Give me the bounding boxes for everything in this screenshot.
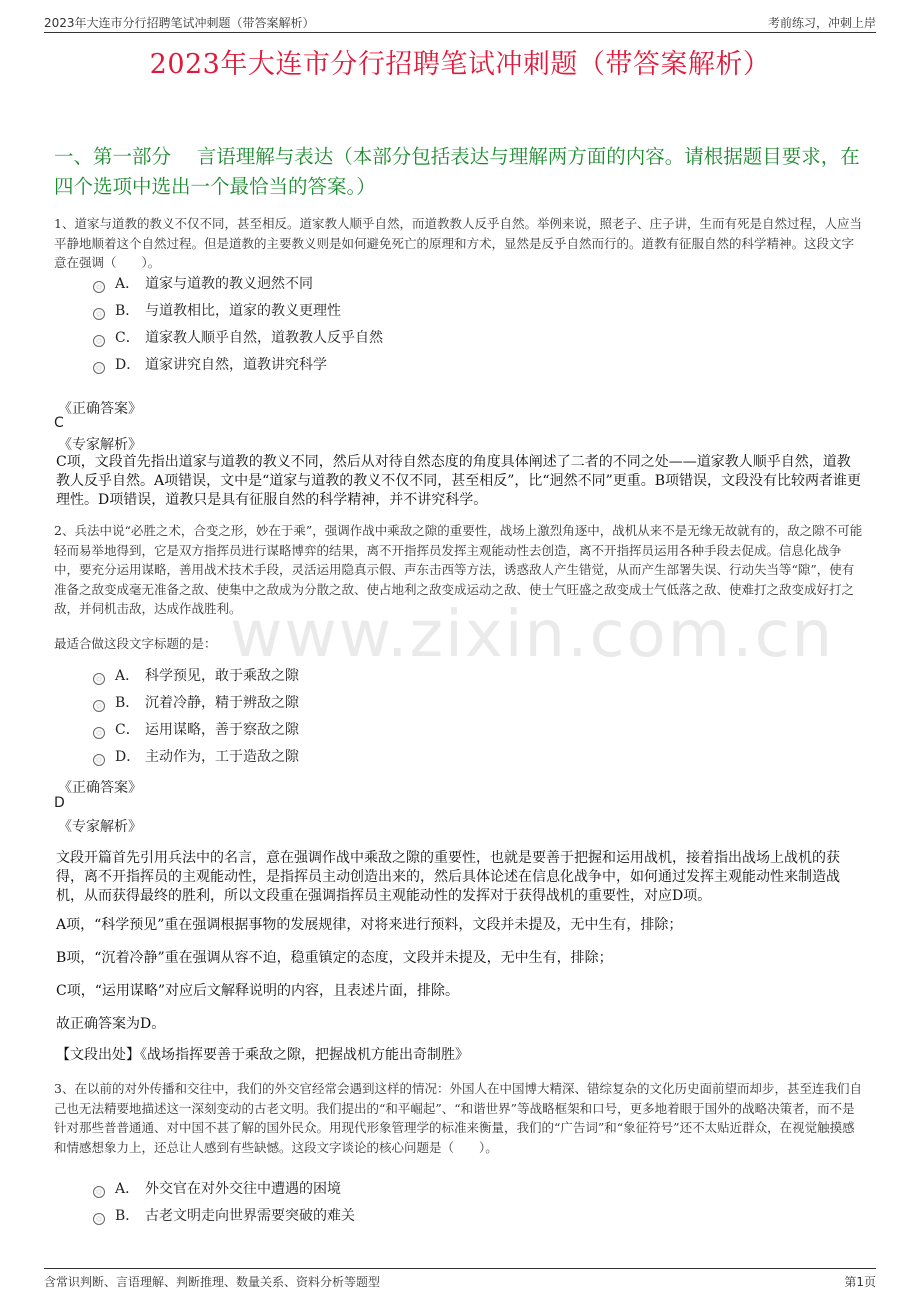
radio-icon[interactable] [93, 1186, 105, 1198]
radio-icon[interactable] [93, 727, 105, 739]
radio-icon[interactable] [93, 362, 105, 374]
section-heading: 一、第一部分 言语理解与表达（本部分包括表达与理解两方面的内容。请根据题目要求，在四个选项中选出一个最恰当的答案。） [54, 145, 860, 198]
analysis-paragraph: A项，“科学预见”重在强调根据事物的发展规律，对将来进行预料，文段并未提及，无中生有，排除； [56, 917, 683, 933]
answer-label: 《正确答案》 [58, 780, 142, 796]
question-2-prompt: 最适合做这段文字标题的是： [54, 636, 217, 651]
question-2-options [93, 663, 299, 771]
source-citation: 【文段出处】《战场指挥要善于乘敌之隙，把握战机方能出奇制胜》 [56, 1047, 469, 1063]
radio-icon[interactable] [93, 754, 105, 766]
watermark: www.zixin.com.cn [230, 598, 835, 672]
question-2-text: 2、兵法中说“必胜之术，合变之形，妙在于乘”，强调作战中乘敌之隙的重要性，战场上激烈角逐中，战机从来不是无缘无故就有的，敌之隙不可能轻而易举地得到，它是双方指挥员进行谋略博弈的结果，离不开指挥员发挥主观能动性去创造，离不开指挥员运用各种手段去促成。信息化战争中，要充分运用谋略，善用战术技术手段，灵活运用隐真示假、声东击西等方法，诱惑敌人产生错觉，从而产生部署失误、行动失当等“隙”，使有准备之敌变成毫无准备之敌、使集中之敌成为分散之敌、使占地利之敌变成运动之敌、使士气旺盛之敌变成士气低落之敌、使难打之敌变成好打之敌，并伺机击敌，达成作战胜利。 [54, 523, 863, 616]
option-b[interactable] [93, 690, 299, 717]
option-text: 道家教人顺乎自然，道教教人反乎自然 [145, 330, 383, 346]
option-letter: A． [115, 1181, 140, 1197]
option-text: 外交官在对外交往中遭遇的困境 [145, 1181, 341, 1197]
option-d[interactable] [93, 352, 383, 379]
option-a[interactable] [93, 663, 299, 690]
option-text: 道家讲究自然，道教讲究科学 [145, 357, 327, 373]
option-text: 科学预见，敢于乘敌之隙 [145, 668, 299, 684]
option-a[interactable] [93, 271, 383, 298]
option-a[interactable] [93, 1176, 355, 1203]
option-letter: C． [115, 330, 140, 346]
option-text: 与道教相比，道家的教义更理性 [145, 303, 341, 319]
analysis-label: 《专家解析》 [58, 819, 142, 835]
analysis-paragraph: 故正确答案为D。 [56, 1016, 166, 1032]
option-text: 主动作为，工于造敌之隙 [145, 749, 299, 765]
answer-value: D [54, 795, 65, 811]
analysis-paragraph: C项，“运用谋略”对应后文解释说明的内容，且表述片面，排除。 [56, 983, 460, 999]
option-text: 道家与道教的教义迥然不同 [145, 276, 313, 292]
option-text: 运用谋略，善于察敌之隙 [145, 722, 299, 738]
page-number: 第1页 [844, 1275, 876, 1289]
question-3-options [93, 1176, 355, 1230]
option-b[interactable] [93, 298, 383, 325]
analysis-text: C项，文段首先指出道家与道教的教义不同，然后从对待自然态度的角度具体阐述了二者的不同之处——道家教人顺乎自然，道教教人反乎自然。A项错误，文中是“道家与道教的教义不仅不同，甚至相反”，比“迥然不同”更重。B项错误，文段没有比较两者谁更理性。D项错误，道教只是具有征服自然的科学精神，并不讲究科学。 [56, 454, 862, 508]
radio-icon[interactable] [93, 673, 105, 685]
header-slogan: 考前练习，冲刺上岸 [767, 16, 876, 30]
radio-icon[interactable] [93, 1213, 105, 1225]
option-text: 古老文明走向世界需要突破的难关 [145, 1208, 355, 1224]
analysis-paragraph: 文段开篇首先引用兵法中的名言，意在强调作战中乘敌之隙的重要性，也就是要善于把握和运用战机，接着指出战场上战机的获得，离不开指挥员的主观能动性，是指挥员主动创造出来的，然后具体论述在信息化战争中，如何通过发挥主观能动性来制造战机，从而获得最终的胜利，所以文段重在强调指挥员主观能动性的发挥对于获得战机的重要性，对应D项。 [56, 850, 840, 904]
radio-icon[interactable] [93, 335, 105, 347]
question-3-text: 3、在以前的对外传播和交往中，我们的外交官经常会遇到这样的情况：外国人在中国博大精深、错综复杂的文化历史面前望而却步，甚至连我们自己也无法精要地描述这一深刻变动的古老文明。我们提出的“和平崛起”、“和谐世界”等战略框架和口号，更多地着眼于国外的战略决策者，而不是针对那些普普通通、对中国不甚了解的国外民众。用现代形象管理学的标准来衡量，我们的“广告词”和“象征符号”还不太贴近群众，在视觉触摸感和情感想象力上，还总让人感到有些缺憾。这段文字谈论的核心问题是（ ）。 [54, 1081, 862, 1155]
page-header [44, 10, 876, 33]
option-text: 沉着冷静，精于辨敌之隙 [145, 695, 299, 711]
radio-icon[interactable] [93, 308, 105, 320]
question-1-options [93, 271, 383, 379]
option-letter: C． [115, 722, 140, 738]
option-letter: A． [115, 668, 140, 684]
document-title: 2023年大连市分行招聘笔试冲刺题（带答案解析） [149, 49, 771, 80]
answer-label: 《正确答案》 [58, 401, 142, 417]
option-letter: B． [115, 695, 140, 711]
option-letter: B． [115, 1208, 140, 1224]
option-d[interactable] [93, 744, 299, 771]
analysis-paragraph: B项，“沉着冷静”重在强调从容不迫，稳重镇定的态度，文段并未提及，无中生有，排除； [56, 950, 613, 966]
question-1-text: 1、道家与道教的教义不仅不同，甚至相反。道家教人顺乎自然，而道教教人反乎自然。举例来说，照老子、庄子讲，生而有死是自然过程，人应当平静地顺着这个自然过程。但是道教的主要教义则是如何避免死亡的原理和方术，显然是反乎自然而行的。道教有征服自然的科学精神。这段文字意在强调（ ）。 [54, 216, 862, 270]
page-footer [44, 1268, 876, 1293]
header-title: 2023年大连市分行招聘笔试冲刺题（带答案解析） [44, 16, 315, 30]
option-letter: D． [115, 357, 141, 373]
radio-icon[interactable] [93, 700, 105, 712]
answer-value: C [54, 415, 64, 431]
radio-icon[interactable] [93, 281, 105, 293]
analysis-label: 《专家解析》 [58, 437, 142, 453]
option-c[interactable] [93, 717, 299, 744]
option-c[interactable] [93, 325, 383, 352]
option-b[interactable] [93, 1203, 355, 1230]
footer-description: 含常识判断、言语理解、判断推理、数量关系、资料分析等题型 [44, 1275, 381, 1289]
option-letter: B． [115, 303, 140, 319]
option-letter: A． [115, 276, 140, 292]
option-letter: D． [115, 749, 141, 765]
